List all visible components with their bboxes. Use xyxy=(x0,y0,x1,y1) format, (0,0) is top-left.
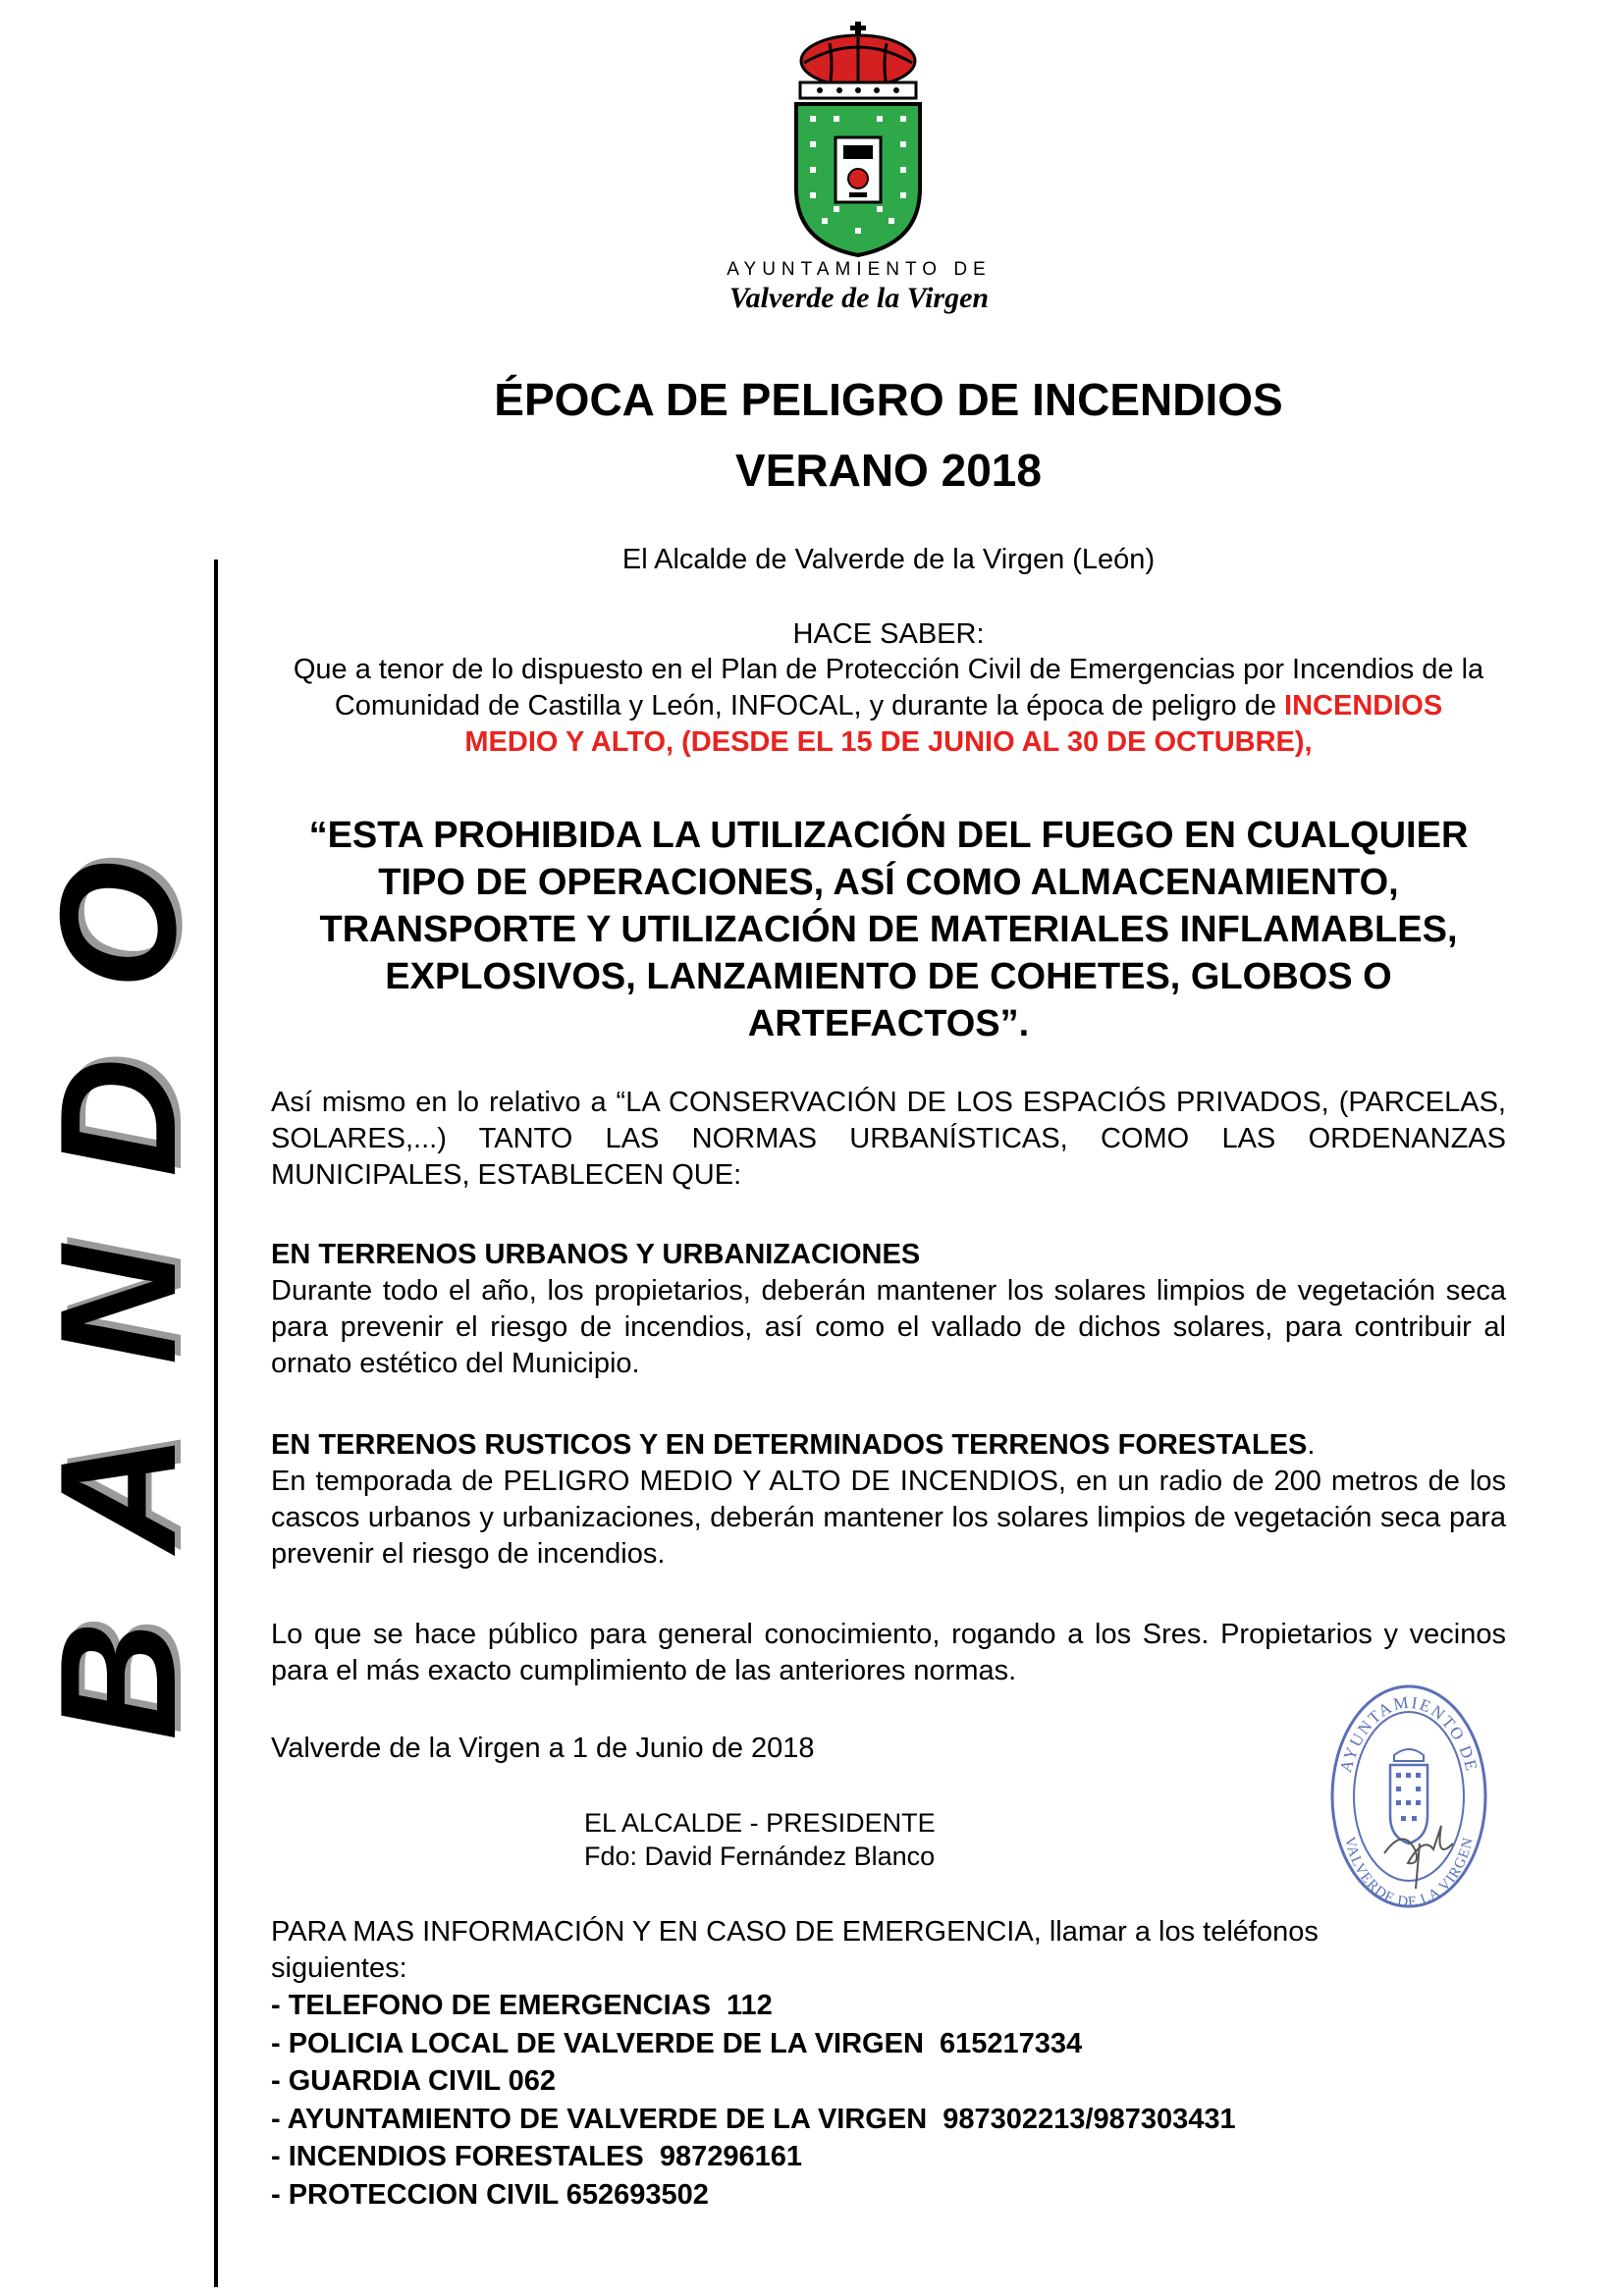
intro-text: Que a tenor de lo dispuesto en el Plan de Protección Civil de Emergencias por Incendios de la Comunidad de Castilla y León, INFOCAL, y durante la época de peligro de xyxy=(293,654,1484,721)
seal-top-text: AYUNTAMIENTO DE xyxy=(1336,1692,1481,1775)
publico-paragraph: Lo que se hace público para general conocimiento, rogando a los Sres. Propietarios y vecinos para el más exacto cumplimiento de las anteriores normas. xyxy=(271,1619,1506,1686)
phone-list xyxy=(271,1987,1449,2214)
page-title: ÉPOCA DE PELIGRO DE INCENDIOS xyxy=(494,374,1283,425)
asi-mismo-paragraph: Así mismo en lo relativo a “LA CONSERVACIÓN DE LOS ESPACIÓS PRIVADOS, (PARCELAS, SOLARES,...) TANTO LAS NORMAS URBANÍSTICAS, COMO LAS ORDENANZAS MUNICIPALES, ESTABLECEN QUE: xyxy=(271,1087,1506,1191)
contact-intro: PARA MAS INFORMACIÓN Y EN CASO DE EMERGENCIA, llamar a los teléfonos siguientes: xyxy=(271,1916,1319,1984)
urbanos-heading-text: EN TERRENOS URBANOS Y URBANIZACIONES xyxy=(271,1239,921,1270)
intro-highlight: INCENDIOS MEDIO Y ALTO, (DESDE EL 15 DE JUNIO AL 30 DE OCTUBRE), xyxy=(464,690,1443,758)
vertical-rule xyxy=(214,560,218,2287)
rusticos-paragraph: En temporada de PELIGRO MEDIO Y ALTO DE INCENDIOS, en un radio de 200 metros de los cascos urbanos y urbanizaciones, deberán mantener los solares limpios de vegetación seca para prevenir el riesgo de incendios. xyxy=(271,1466,1506,1570)
seal-bottom-text: VALVERDE DE LA VIRGEN xyxy=(1341,1835,1477,1911)
alcalde-line: El Alcalde de Valverde de la Virgen (León) xyxy=(621,544,1156,575)
rusticos-heading: EN TERRENOS RUSTICOS Y EN DETERMINADOS TERRENOS FORESTALES. xyxy=(271,1429,1316,1461)
svg-text:VALVERDE DE LA VIRGEN xyxy=(1341,1836,1477,1910)
date-line: Valverde de la Virgen a 1 de Junio de 2018 xyxy=(271,1733,815,1764)
urbanos-paragraph: Durante todo el año, los propietarios, deberán mantener los solares limpios de vegetación seca para prevenir el riesgo de incendios, así como el vallado de dichos solares, para contribuir al ornato estético del Municipio. xyxy=(271,1275,1506,1379)
signature-title: EL ALCALDE - PRESIDENTE xyxy=(584,1808,936,1838)
rusticos-heading-text: EN TERRENOS RUSTICOS Y EN DETERMINADOS TERRENOS FORESTALES xyxy=(271,1429,1308,1461)
coat-of-arms-icon xyxy=(790,22,926,257)
town-name: Valverde de la Virgen xyxy=(728,282,990,314)
prohibition-statement: “ESTA PROHIBIDA LA UTILIZACIÓN DEL FUEGO EN CUALQUIER TIPO DE OPERACIONES, ASÍ COMO ALMACENAMIENTO, TRANSPORTE Y UTILIZACIÓN DE MATERIALES INFLAMABLES, EXPLOSIVOS, LANZAMIENTO DE COHETES, GLOBOS O ARTEFACTOS”. xyxy=(308,815,1469,1044)
phone-item: - POLICIA LOCAL DE VALVERDE DE LA VIRGEN 615217334 xyxy=(271,2027,1083,2059)
side-banner xyxy=(26,589,210,1944)
bando-text: BANDO xyxy=(26,792,210,1740)
hace-saber: HACE SABER: xyxy=(792,618,985,650)
phone-item: - TELEFONO DE EMERGENCIAS 112 xyxy=(271,1990,773,2021)
intro-paragraph xyxy=(285,652,1492,761)
phone-item: - AYUNTAMIENTO DE VALVERDE DE LA VIRGEN 987302213/987303431 xyxy=(271,2103,1236,2135)
signature-name: Fdo: David Fernández Blanco xyxy=(584,1842,936,1871)
municipal-seal-icon xyxy=(1325,1679,1492,1914)
phone-item: - GUARDIA CIVIL 062 xyxy=(271,2065,557,2097)
urbanos-heading xyxy=(271,1237,1506,1273)
phone-item: - PROTECCION CIVIL 652693502 xyxy=(271,2178,709,2211)
phone-item: - INCENDIOS FORESTALES 987296161 xyxy=(271,2141,802,2172)
page-subtitle: VERANO 2018 xyxy=(735,445,1042,496)
ayuntamiento-label: AYUNTAMIENTO DE xyxy=(727,259,992,280)
